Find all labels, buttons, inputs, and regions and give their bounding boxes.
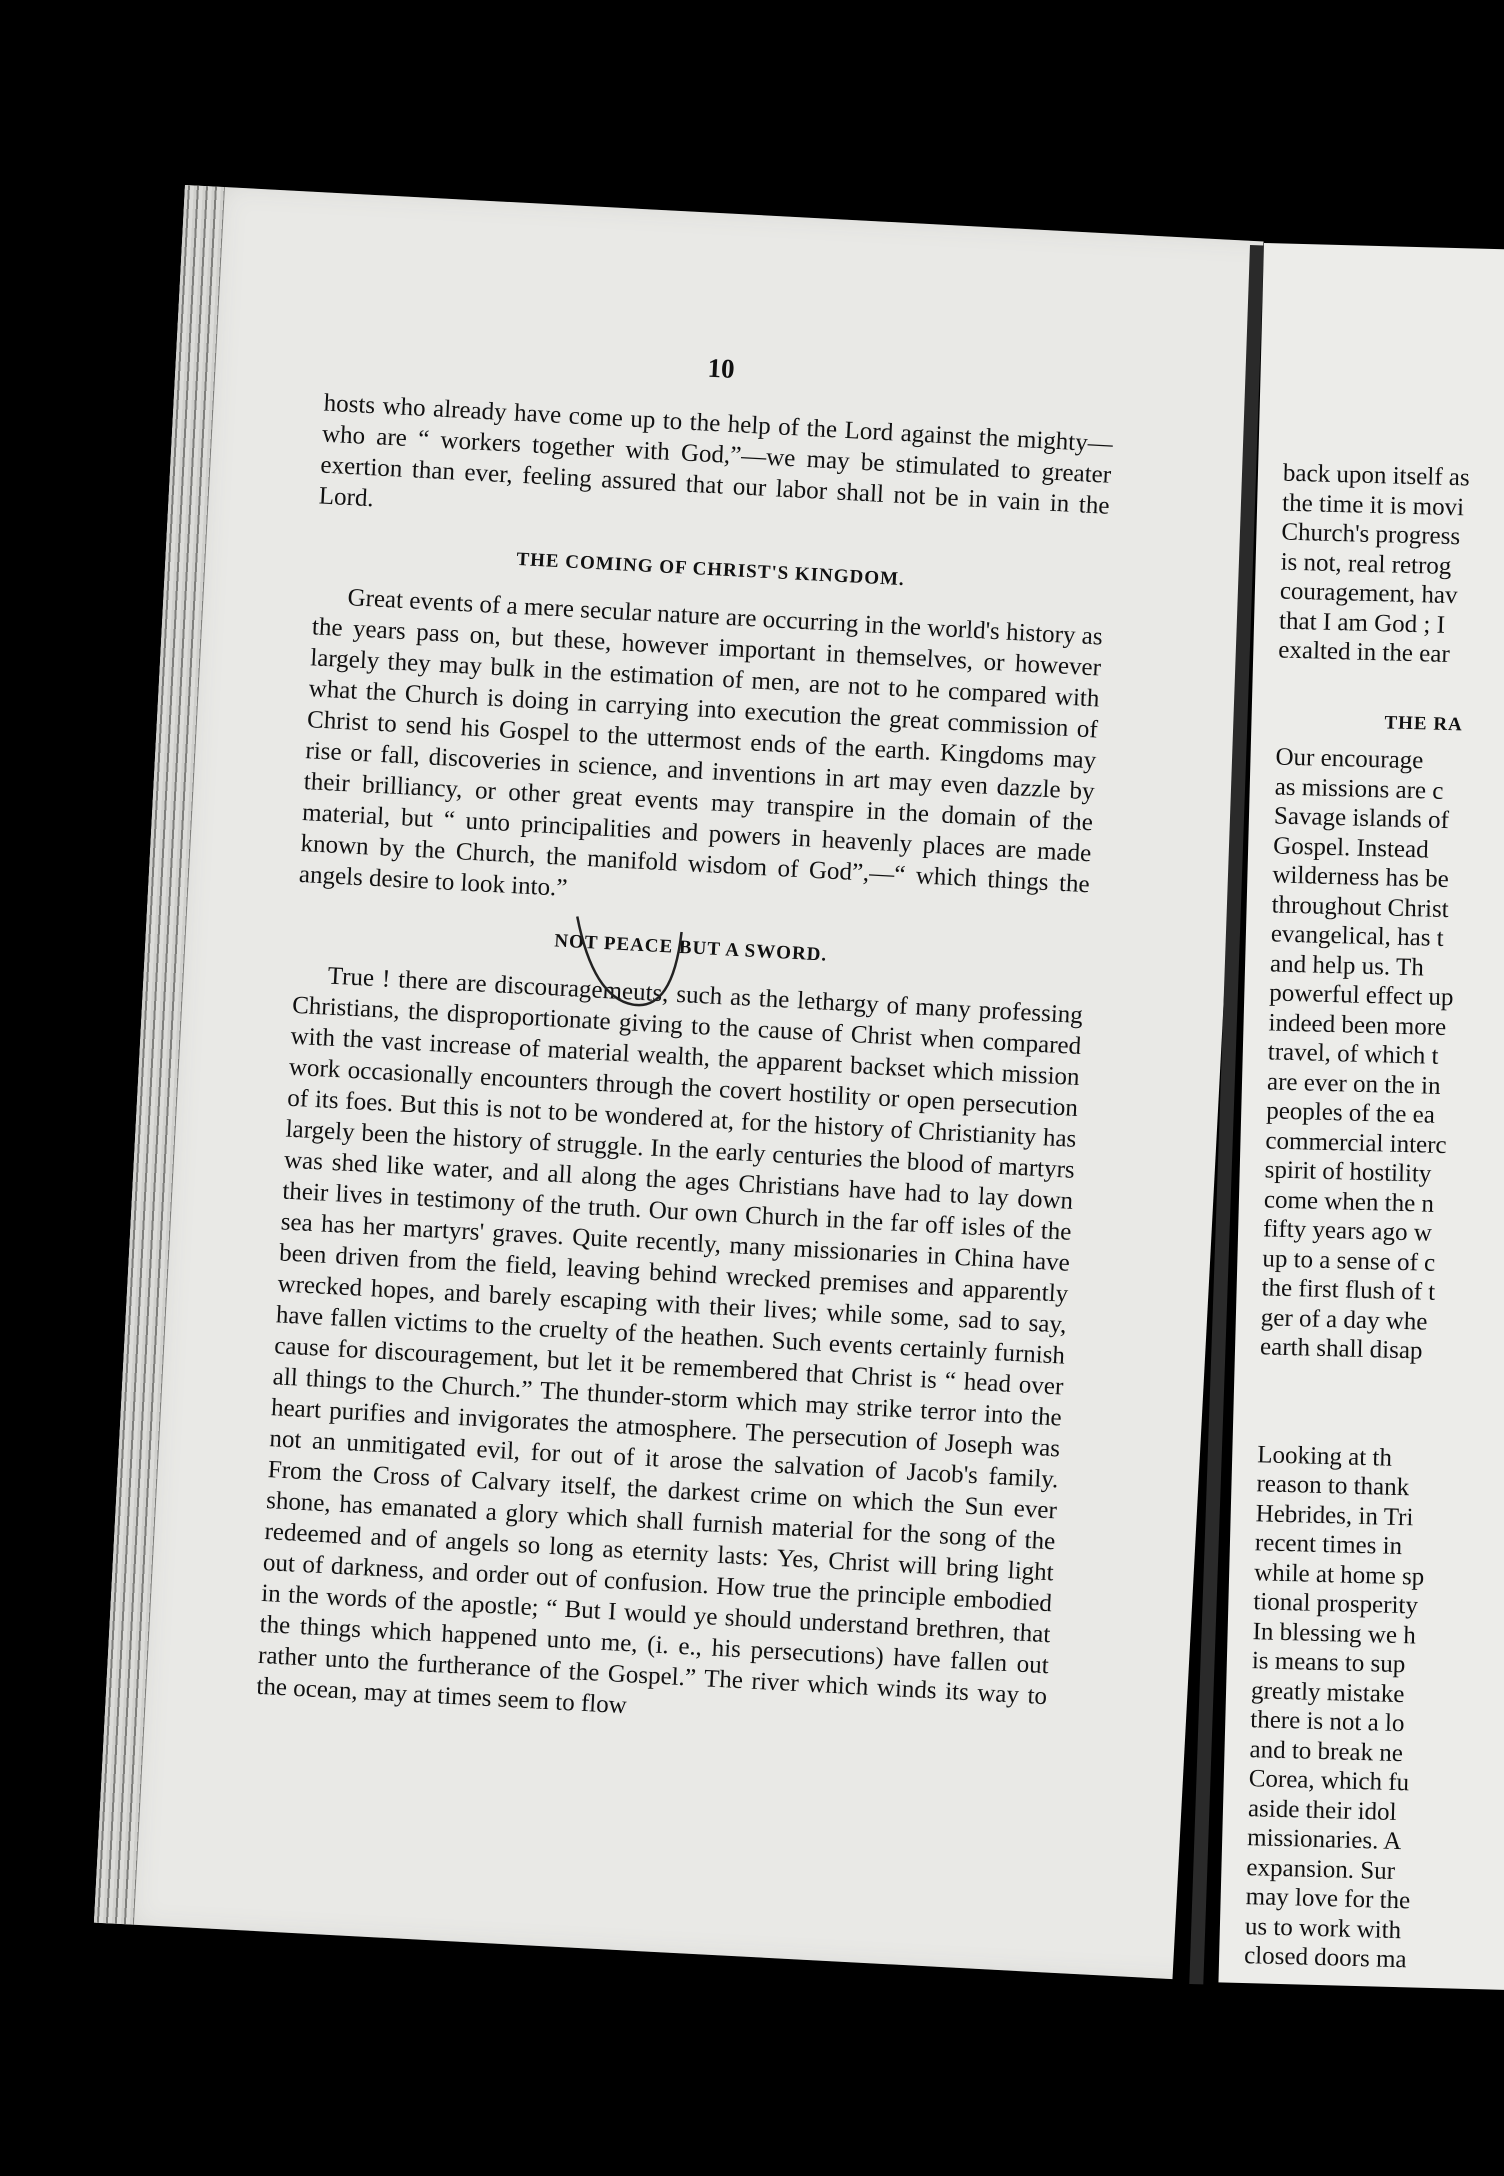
right-page-line: Gospel. Instead bbox=[1272, 831, 1430, 864]
left-page-text bbox=[255, 352, 1114, 1744]
right-page-line: may love for the bbox=[1245, 1883, 1411, 1915]
right-page-line: missionaries. A bbox=[1246, 1824, 1402, 1856]
right-page-line: up to a sense of c bbox=[1262, 1244, 1436, 1277]
page-edge-stack bbox=[94, 185, 225, 1925]
right-page-line: the time it is movi bbox=[1281, 489, 1465, 521]
right-page-line: back upon itself as bbox=[1282, 459, 1471, 492]
right-page-line: commercial interc bbox=[1265, 1126, 1447, 1159]
pen-mark bbox=[562, 906, 768, 1036]
right-page-line: and to break ne bbox=[1249, 1735, 1404, 1767]
right-page-line: Church's progress bbox=[1281, 518, 1461, 551]
right-page-line: earth shall disap bbox=[1259, 1333, 1423, 1365]
page-number: 10 bbox=[706, 352, 736, 384]
right-page-line: Hebrides, in Tri bbox=[1255, 1499, 1414, 1531]
right-page-line: ger of a day whe bbox=[1260, 1303, 1428, 1336]
paragraph-2: Great events of a mere secular nature are occurring in the world's history as the years pass on, but these, however important in themselves, or however largely they may bulk in the estimation of men, are not to he compared with what the Church is doing in carrying into execution the great commission of Christ to send his Gospel to the uttermost ends of the earth. Kingdoms may rise or fall, discoveries in science, and inventions in art may even dazzle by their brilliancy, or other great events may transpire in the domain of the material, but “ unto principalities and powers in heavenly places are made known by the Church, the manifold wisdom of God”,—“ which things the angels desire to look into.” bbox=[298, 584, 1104, 902]
right-page-line: indeed been more bbox=[1268, 1008, 1447, 1041]
right-page-line: and help us. Th bbox=[1269, 949, 1425, 981]
right-page-line: tional prosperity bbox=[1253, 1588, 1419, 1620]
right-page-line: throughout Christ bbox=[1271, 890, 1450, 923]
right-page-line: wilderness has be bbox=[1272, 861, 1450, 894]
right-page-line: couragement, hav bbox=[1279, 577, 1458, 610]
section-heading-2: NOT PEACE BUT A SWORD. bbox=[553, 930, 828, 966]
right-page-line: aside their idol bbox=[1247, 1794, 1397, 1826]
right-page-line: there is not a lo bbox=[1249, 1706, 1405, 1738]
right-page-line: are ever on the in bbox=[1266, 1067, 1441, 1100]
right-page-line: powerful effect up bbox=[1269, 979, 1454, 1012]
right-page-line: the first flush of t bbox=[1261, 1274, 1436, 1306]
right-page bbox=[1218, 243, 1504, 1993]
right-page-line: expansion. Sur bbox=[1246, 1853, 1396, 1885]
right-page-line: exalted in the ear bbox=[1277, 636, 1451, 668]
paragraph-1: hosts who already have come up to the help of the Lord against the mighty—who are “ workers together with God,”—we may be stimulated to greater exertion than ever, feeling assured that our labor shall not be in vain in the Lord. bbox=[318, 389, 1114, 520]
right-page-line: while at home sp bbox=[1253, 1558, 1425, 1591]
right-page-line: spirit of hostility bbox=[1264, 1156, 1432, 1188]
right-page-line: come when the n bbox=[1263, 1185, 1435, 1218]
right-page-line: Our encourage bbox=[1275, 743, 1424, 775]
right-heading: THE RA bbox=[1384, 711, 1464, 735]
left-page bbox=[94, 185, 1264, 1979]
right-page-line: evangelical, has t bbox=[1270, 920, 1445, 952]
right-page-line: closed doors ma bbox=[1243, 1942, 1407, 1974]
right-page-line: recent times in bbox=[1254, 1529, 1403, 1561]
right-page-text bbox=[1244, 459, 1504, 1981]
right-page-line: Looking at th bbox=[1256, 1440, 1393, 1472]
right-page-line: reason to thank bbox=[1256, 1470, 1410, 1502]
right-page-line: Corea, which fu bbox=[1248, 1765, 1410, 1797]
right-page-line: as missions are c bbox=[1274, 772, 1444, 805]
right-page-line: us to work with bbox=[1244, 1912, 1402, 1944]
right-page-line: is not, real retrog bbox=[1280, 548, 1452, 580]
right-page-line: Savage islands of bbox=[1273, 802, 1450, 835]
right-page-line: is means to sup bbox=[1251, 1647, 1406, 1679]
right-page-line: peoples of the ea bbox=[1265, 1097, 1436, 1129]
paragraph-3: True ! there are discouragemeuts, such as the lethargy of many professing Christians, the disproportionate giving to the cause of Christ when compared with the vast increase of material wealth, the apparent backset which mission work occasionally encounters through the covert hostility or open persecution of its foes. But this is not to be wondered at, for the history of Christianity has largely been the history of struggle. In the early centuries the blood of martyrs was shed like water, and all along the ages Christians have had to lay down their lives in testimony of the truth. Our own Church in the far off isles of the sea has her martyrs' graves. Quite recently, many missionaries in China have been driven from the field, leaving behind wrecked premises and apparently wrecked hopes, and barely escaping with their lives; while some, sad to say, have fallen victims to the cruelty of the heathen. Such events certainly furnish cause for discouragement, but let it be remembered that Christ is “ head over all things to the Church.” The thunder-storm which may strike terror into the heart purifies and invigorates the atmosphere. The persecution of Joseph was not an unmitigated evil, for out of it arose the salvation of Jacob's family. From the Cross of Calvary itself, the darkest crime on which the Sun ever shone, has emanated a glory which shall furnish material for the song of the redeemed and of angels so long as eternity lasts: Yes, Christ will bring light out of darkness, and order out of confusion. How true the principle embodied in the words of the apostle; “ But I would ye should understand brethren, that the things which happened unto me, (i. e., his persecutions) have fallen out rather unto the furtherance of the Gospel.” The river which winds its way to the ocean, may at times seem to flow bbox=[255, 962, 1084, 1720]
right-page-line: In blessing we h bbox=[1252, 1617, 1417, 1649]
right-page-line: travel, of which t bbox=[1267, 1038, 1439, 1070]
section-heading-1: THE COMING OF CHRIST'S KINGDOM. bbox=[515, 548, 906, 591]
right-page-line: that I am God ; I bbox=[1278, 607, 1446, 639]
right-page-line: fifty years ago w bbox=[1262, 1215, 1433, 1247]
right-page-line: greatly mistake bbox=[1250, 1676, 1405, 1708]
